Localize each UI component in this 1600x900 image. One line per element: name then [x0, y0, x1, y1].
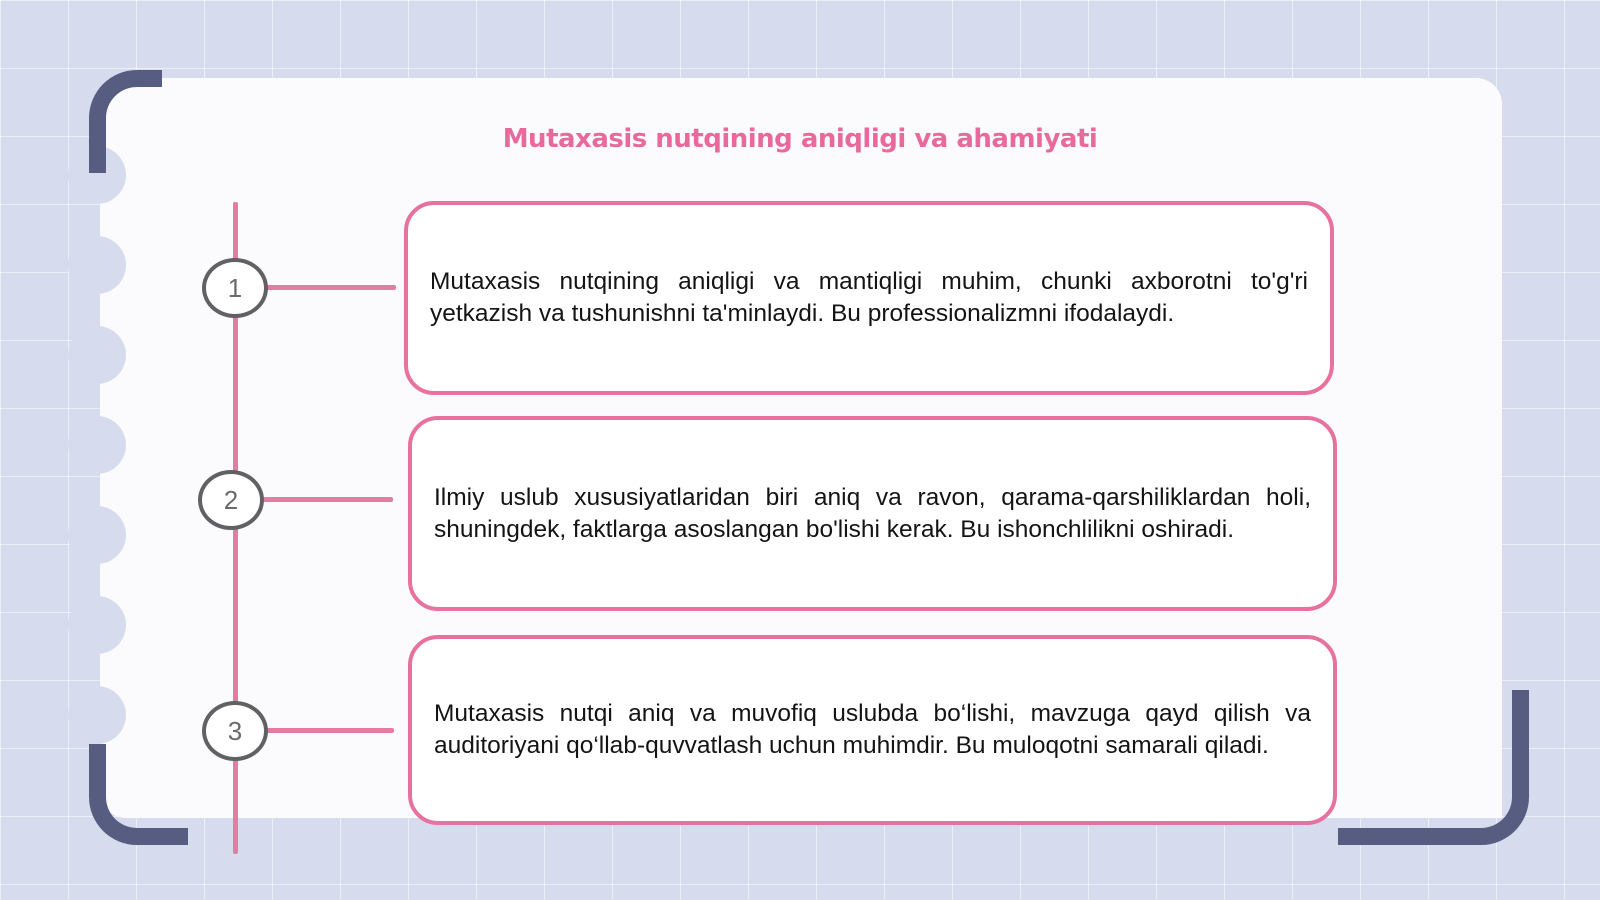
content-box: [408, 635, 1337, 825]
timeline-connector: [266, 285, 396, 290]
notebook-hole: [68, 506, 126, 564]
content-text: Ilmiy uslub xususiyatlaridan biri aniq va ravon, qarama-qarshiliklardan holi, shuningdek, faktlarga asoslangan bo'lishi kerak. Bu ishonchlilikni oshiradi.: [434, 483, 1311, 543]
step-number-badge: 1: [202, 258, 268, 318]
step-number-badge: 3: [202, 701, 268, 761]
content-text: Mutaxasis nutqining aniqligi va mantiqligi muhim, chunki axborotni to'g'ri yetkazish va tushunishni ta'minlaydi. Bu professionalizmni ifodalaydi.: [430, 268, 1308, 327]
step-number-badge: 2: [198, 470, 264, 530]
content-box: [408, 416, 1337, 611]
timeline-connector: [263, 497, 393, 502]
notebook-hole: [68, 416, 126, 474]
content-text: Mutaxasis nutqi aniq va muvofiq uslubda bo‘lishi, mavzuga qayd qilish va auditoriyani qo‘llab-quvvatlash uchun muhimdir. Bu muloqotni samarali qiladi.: [434, 700, 1311, 759]
timeline-connector: [266, 728, 394, 733]
notebook-hole: [68, 236, 126, 294]
notebook-hole: [68, 686, 126, 744]
frame-corner-bottom-right: [1338, 690, 1529, 845]
notebook-hole: [68, 326, 126, 384]
notebook-hole: [68, 596, 126, 654]
slide-title: Mutaxasis nutqining aniqligi va ahamiyati: [502, 124, 1098, 154]
frame-corner-bottom-left: [89, 744, 188, 845]
frame-corner-top-left: [89, 70, 162, 173]
content-box: [404, 201, 1334, 395]
